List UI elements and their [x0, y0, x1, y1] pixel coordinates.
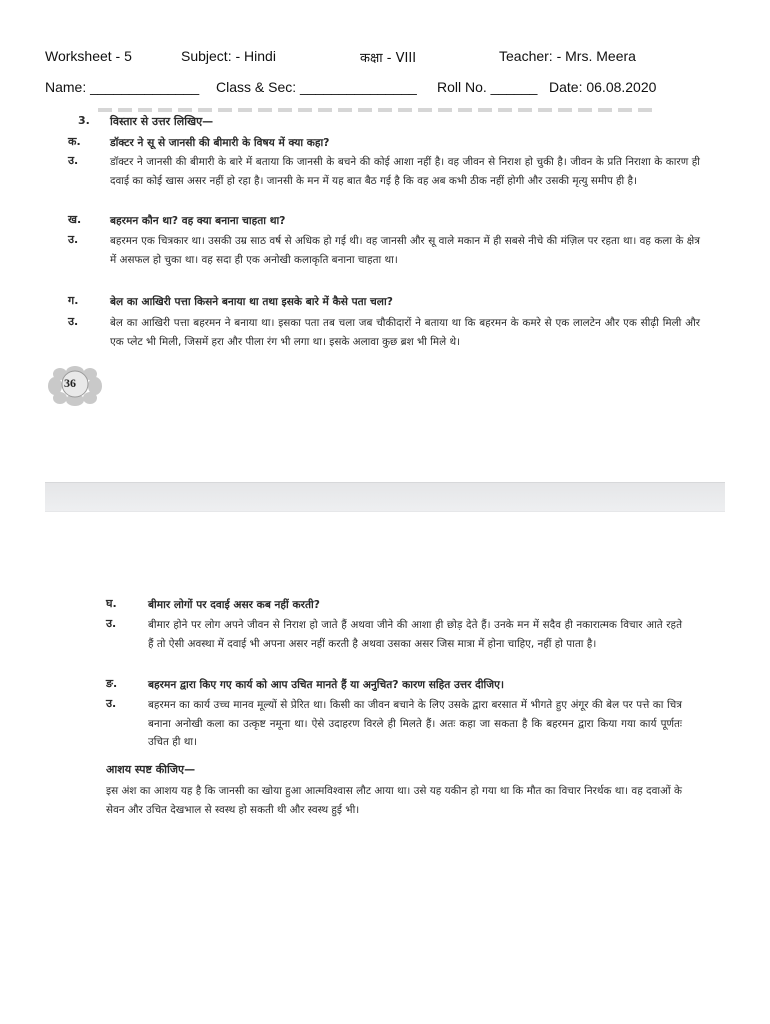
question-text: डॉक्टर ने सू से जानसी की बीमारी के विषय में क्या कहा? [110, 137, 330, 149]
page-number-badge [46, 364, 104, 408]
cut-off-line [98, 108, 658, 112]
section-title: विस्तार से उत्तर लिखिए— [110, 115, 214, 128]
question-text: बहरमन कौन था? वह क्या बनाना चाहता था? [110, 215, 286, 227]
aashay-text: इस अंश का आशय यह है कि जानसी का खोया हुआ आत्मविश्वास लौट आया था। उसे यह यकीन हो गया था कि मौत का विचार निरर्थक था। वह दवाओं के सेवन और उचित देखभाल से स्वस्थ हो सकती थी और स्वस्थ हुई भी। [106, 785, 682, 816]
teacher-label: Teacher: - Mrs. Meera [499, 48, 636, 64]
page-number: 36 [64, 376, 76, 390]
roll-no-field: Roll No. ______ [437, 79, 538, 95]
section-number: 3. [78, 114, 90, 127]
question-label: ङ. [106, 677, 118, 690]
answer-label: उ. [68, 154, 79, 167]
answer-label: उ. [68, 233, 79, 246]
question-label: क. [68, 135, 81, 148]
question-label: ख. [68, 213, 82, 226]
aashay-title: आशय स्पष्ट कीजिए— [106, 763, 196, 776]
answer-label: उ. [106, 617, 117, 630]
answer-text: बेल का आखिरी पत्ता बहरमन ने बनाया था। इसका पता तब चला जब चौकीदारों ने बताया था कि बहरमन के कमरे से एक लालटेन और एक सीढ़ी मिली और एक प्लेट भी मिली, जिसमें हरा और पीला रंग भी लगा था। इसके अलावा कुछ ब्रश भी मिले थे। [110, 317, 700, 348]
worksheet-label: Worksheet - 5 [45, 48, 132, 64]
name-field: Name: ______________ [45, 79, 200, 95]
question-text: बीमार लोगों पर दवाई असर कब नहीं करती? [148, 599, 320, 611]
question-text: बहरमन द्वारा किए गए कार्य को आप उचित मानते हैं या अनुचित? कारण सहित उत्तर दीजिए। [148, 679, 504, 691]
scanned-page-bottom [106, 596, 682, 836]
answer-label: उ. [68, 315, 79, 328]
page-separator [45, 482, 725, 512]
question-label: ग. [68, 294, 79, 307]
class-sec-field: Class & Sec: _______________ [216, 79, 417, 95]
date-field: Date: 06.08.2020 [549, 79, 657, 95]
class-label: कक्षा - VIII [360, 51, 417, 66]
answer-text: बहरमन एक चित्रकार था। उसकी उम्र साठ वर्ष से अधिक हो गई थी। वह जानसी और सू वाले मकान में ही सबसे नीचे की मंज़िल पर रहता था। वह कला के क्षेत्र में असफल हो चुका था। वह सदा ही एक अनोखी कलाकृति बनाना चाहता था। [110, 235, 700, 266]
subject-label: Subject: - Hindi [181, 48, 276, 64]
question-text: बेल का आखिरी पत्ता किसने बनाया था तथा इसके बारे में कैसे पता चला? [110, 296, 393, 308]
answer-text: बहरमन का कार्य उच्च मानव मूल्यों से प्रेरित था। किसी का जीवन बचाने के लिए उसके द्वारा बरसात में भीगते हुए अंगूर की बेल पर पत्ते का चित्र बनाना अनोखी कला का उत्कृष्ट नमूना था। ऐसे उदाहरण विरले ही मिलते हैं। अतः कहा जा सकता है कि बहरमन द्वारा किया गया कार्य पूर्णतः उचित ही था। [148, 699, 682, 748]
answer-text: बीमार होने पर लोग अपने जीवन से निराश हो जाते हैं अथवा जीने की आशा ही छोड़ देते हैं। उनके मन में सदैव ही नकारात्मक विचार आते रहते हैं तो ऐसी अवस्था में दवाई भी अपना असर नहीं करती है अथवा उसका असर जिस मात्रा में होना चाहिए, नहीं हो पाता है। [148, 619, 682, 650]
question-label: घ. [106, 597, 117, 610]
answer-text: डॉक्टर ने जानसी की बीमारी के बारे में बताया कि जानसी के बचने की कोई आशा नहीं है। वह जीवन से निराश हो चुकी है। जीवन के प्रति निराशा के कारण ही दवाई का कोई खास असर नहीं हो रहा है। जानसी के मन में यह बात बैठ गई है कि वह अब कभी ठीक नहीं होगी और उसकी मृत्यु समीप ही है। [110, 156, 700, 187]
scanned-page-top [68, 112, 700, 412]
answer-label: उ. [106, 697, 117, 710]
